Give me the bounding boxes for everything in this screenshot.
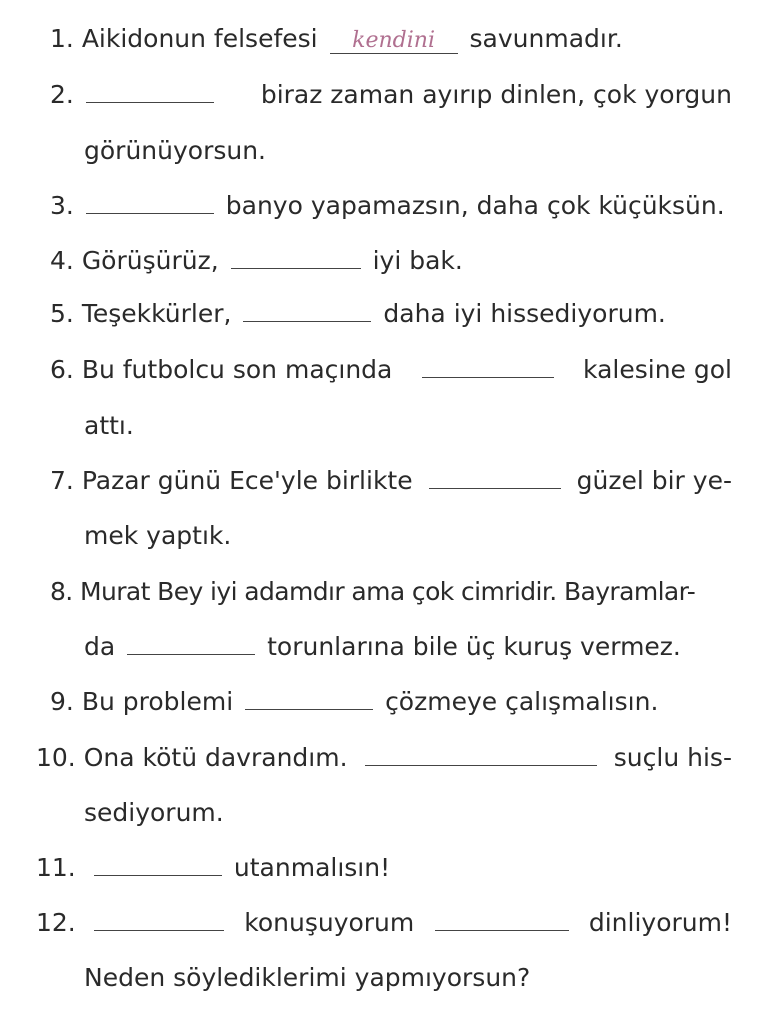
item-text: Ona kötü davrandım. (83, 743, 348, 772)
item-text: suçlu his- (613, 743, 732, 772)
item-continuation: attı. (84, 411, 134, 440)
answer-blank[interactable] (435, 908, 569, 931)
answer-blank[interactable] (86, 80, 214, 103)
item-number: 1. (50, 24, 74, 53)
item-continuation: Neden söylediklerimi yapmıyorsun? (84, 963, 531, 992)
exercise-item-4 (50, 246, 463, 276)
item-number: 3. (50, 191, 74, 220)
item-text: torunlarına bile üç kuruş vermez. (267, 632, 681, 661)
item-text: daha iyi hissediyorum. (383, 299, 666, 328)
item-number: 4. (50, 246, 74, 275)
answer-blank[interactable] (86, 191, 214, 214)
answer-blank[interactable] (422, 355, 554, 378)
exercise-item-5 (50, 299, 666, 329)
item-lead (50, 355, 392, 385)
exercise-item-11 (36, 853, 390, 883)
exercise-item-1 (50, 24, 623, 54)
item-text: Murat Bey iyi adamdır ama çok cimridir. Bayramlar- (80, 577, 696, 606)
answer-blank[interactable] (243, 299, 371, 322)
item-lead (50, 466, 413, 496)
answer-blank[interactable] (429, 466, 561, 489)
item-number: 11. (36, 853, 76, 882)
exercise-item-3 (50, 191, 725, 221)
exercise-item-12 (36, 908, 732, 938)
item-continuation: sediyorum. (84, 798, 224, 827)
item-text: utanmalısın! (233, 853, 391, 882)
item-text: konuşuyorum (244, 908, 415, 937)
item-number: 8. (50, 577, 73, 606)
item-number: 12. (36, 908, 76, 937)
item-text: Görüşürüz, (81, 246, 219, 275)
item-lead (36, 908, 228, 938)
item-text: dinliyorum! (588, 908, 732, 937)
answer-blank[interactable] (365, 743, 597, 766)
item-text: biraz zaman ayırıp dinlen, çok yorgun (260, 80, 732, 109)
item-lead (36, 743, 348, 773)
exercise-item-10 (36, 743, 732, 773)
exercise-item-6 (50, 355, 732, 385)
item-text: çözmeye çalışmalısın. (385, 687, 659, 716)
item-text: Pazar günü Ece'yle birlikte (81, 466, 413, 495)
item-number: 7. (50, 466, 74, 495)
item-lead (50, 80, 218, 110)
item-text: Aikidonun felsefesi (81, 24, 318, 53)
item-number: 10. (36, 743, 76, 772)
exercise-item-2 (50, 80, 732, 110)
answer-blank[interactable] (245, 687, 373, 710)
item-text: Teşekkürler, (81, 299, 232, 328)
item-text: güzel bir ye- (576, 466, 732, 495)
answer-blank-filled: kendini (330, 29, 458, 54)
item-text: iyi bak. (372, 246, 463, 275)
item-text: kalesine gol (583, 355, 732, 384)
answer-blank[interactable] (231, 246, 361, 269)
item-text: da (84, 632, 116, 661)
item-number: 5. (50, 299, 74, 328)
exercise-item-9 (50, 687, 658, 717)
item-number: 6. (50, 355, 74, 384)
item-text: Bu problemi (81, 687, 234, 716)
exercise-item-8 (50, 577, 695, 607)
item-continuation: görünüyorsun. (84, 136, 267, 165)
item-number: 2. (50, 80, 74, 109)
answer-blank[interactable] (94, 908, 224, 931)
item-number: 9. (50, 687, 74, 716)
item-text: banyo yapamazsın, daha çok küçüksün. (225, 191, 725, 220)
answer-blank[interactable] (127, 632, 255, 655)
item-continuation: mek yaptık. (84, 521, 232, 550)
item-text: savunmadır. (469, 24, 623, 53)
exercise-item-7 (50, 466, 732, 496)
item-continuation (84, 632, 681, 662)
answer-blank[interactable] (94, 853, 222, 876)
item-text: Bu futbolcu son maçında (81, 355, 393, 384)
